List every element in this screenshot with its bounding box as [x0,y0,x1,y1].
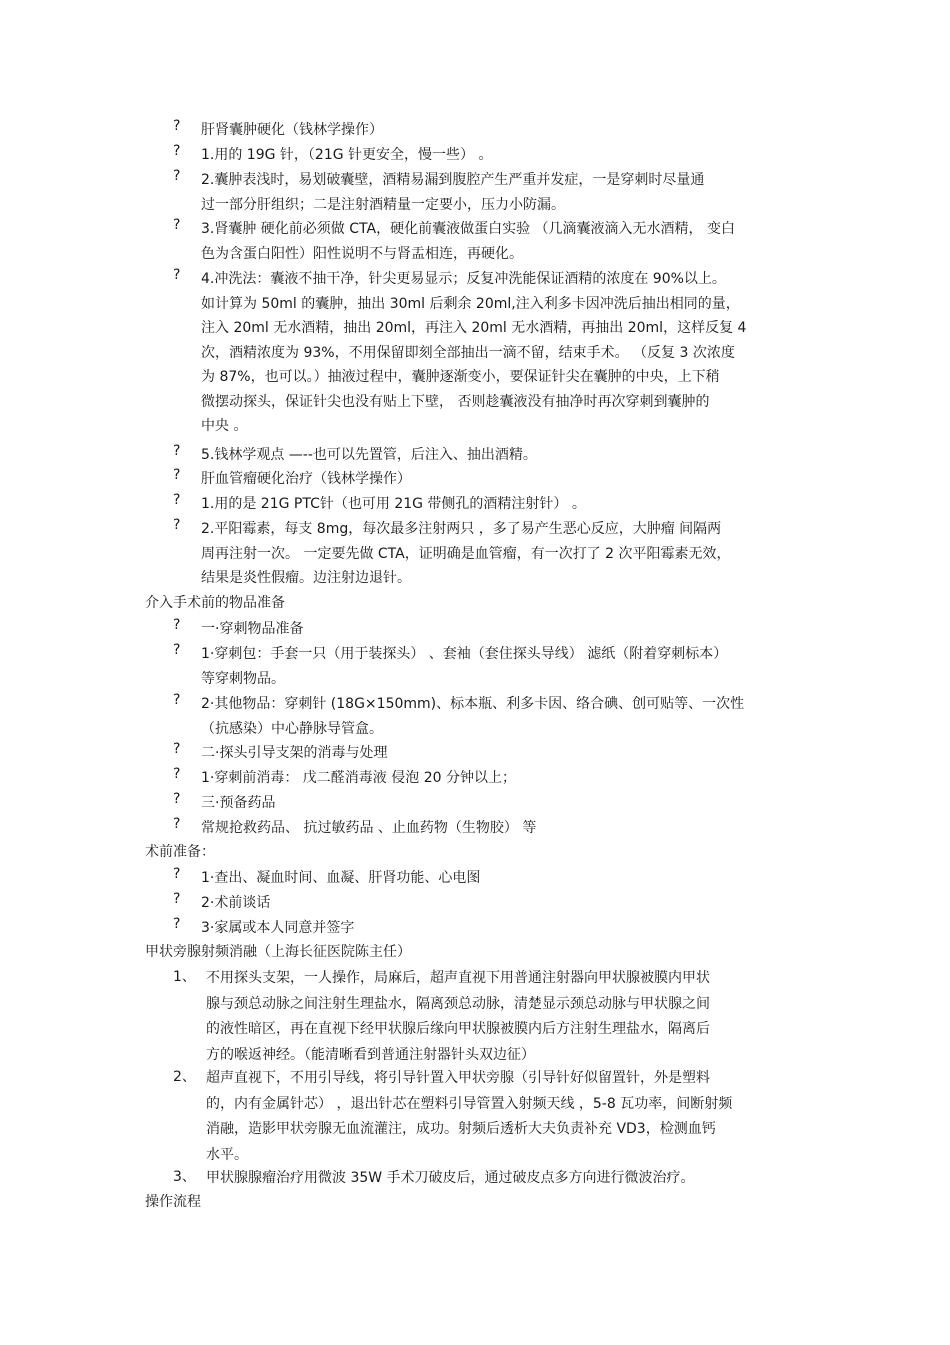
list-item [173,118,823,143]
list-item-text: 2.囊肿表浅时，易划破囊壁，酒精易漏到腹腔产生严重并发症，一是穿刺时尽量通 过一部分肝组织；二是注射酒精量一定要小，压力小防漏。 [201,172,705,213]
list-item [173,866,823,891]
list-item [173,443,823,468]
list-item-text: 2·其他物品：穿刺针 (18G×150mm)、标本瓶、利多卡因、络合碘、创可贴等、一次性 （抗感染）中心静脉导管盒。 [201,696,745,737]
list-item-text: 4.冲洗法：囊液不抽干净，针尖更易显示；反复冲洗能保证酒精的浓度在 90%以上。 如计算为 50ml 的囊肿，抽出 30ml 后剩余 20ml,注入利多卡因冲洗后抽出相同的量， 注入 20ml 无水酒精，抽出 20ml，再注入 20ml 无水酒精，再抽出 20ml，这样反复 4 次，酒精浓度为 93%，不用保留即刻全部抽出一滴不留，结束手术。 （反复 3 次浓度 为 87%，也可以。）抽液过程中，囊肿逐渐变小，要保证针尖在囊肿的中央，上下稍 微摆动探头，保证针尖也没有贴上下壁， 否则趁囊液没有抽净时再次穿刺到囊肿的 中央 。 [201,271,747,434]
list-item-text: 常规抢救药品、 抗过敏药品 、止血药物（生物胶） 等 [201,820,537,836]
item-number: 2、 [173,1069,196,1085]
bullet-marker: ? [173,217,181,233]
bullet-marker: ? [173,741,181,757]
bullet-marker: ? [173,168,181,184]
item-number: 1、 [173,969,196,985]
bullet-marker: ? [173,118,181,134]
list-item [173,741,823,766]
bullet-marker: ? [173,267,181,283]
list-item-text: 肝肾囊肿硬化（钱林学操作） [201,122,383,138]
section-heading: 术前准备： [145,844,215,860]
bullet-marker: ? [173,816,181,832]
bullet-marker: ? [173,866,181,882]
list-item [173,692,823,741]
list-item [173,492,823,517]
numbered-item [173,1066,823,1168]
bullet-marker: ? [173,492,181,508]
section-heading: 甲状旁腺射频消融（上海长征医院陈主任） [145,944,411,960]
bullet-marker: ? [173,517,181,533]
list-item [173,916,823,941]
list-item-text: 1·穿刺前消毒： 戊二醛消毒液 侵泡 20 分钟以上； [201,770,516,786]
numbered-item [173,1166,823,1192]
list-item [173,791,823,816]
list-item [173,891,823,916]
list-item-text: 1·查出、凝血时间、血凝、肝肾功能、心电图 [201,870,481,886]
bullet-marker: ? [173,143,181,159]
bullet-marker: ? [173,467,181,483]
numbered-item-text: 超声直视下，不用引导线，将引导针置入甲状旁腺（引导针好似留置针，外是塑料 的，内有金属针芯） ，退出针芯在塑料引导管置入射频天线 ，5-8 瓦功率，间断射频 消融，造影甲状旁腺无血流灌注，成功。射频后透析大夫负责补充 VD3，检测血钙 水平。 [206,1070,733,1163]
section-heading: 介入手术前的物品准备 [145,595,285,611]
list-item-text: 三·预备药品 [201,795,276,811]
list-item [173,168,823,217]
list-item [173,517,823,591]
list-item-text: 肝血管瘤硬化治疗（钱林学操作） [201,471,411,487]
list-item [173,143,823,168]
item-number: 3、 [173,1169,196,1185]
bullet-marker: ? [173,766,181,782]
list-item-text: 一·穿刺物品准备 [201,621,304,637]
bullet-marker: ? [173,916,181,932]
bullet-marker: ? [173,692,181,708]
list-item [173,467,823,492]
bullet-marker: ? [173,642,181,658]
bullet-marker: ? [173,617,181,633]
numbered-item-text: 甲状腺腺瘤治疗用微波 35W 手术刀破皮后，通过破皮点多方向进行微波治疗。 [206,1170,695,1186]
list-item-text: 二·探头引导支架的消毒与处理 [201,745,388,761]
list-item-text: 1·穿刺包：手套一只（用于装探头） 、套袖（套住探头导线） 滤纸（附着穿刺标本） 等穿刺物品。 [201,646,728,687]
list-item-text: 2·术前谈话 [201,895,271,911]
list-item-text: 2.平阳霉素，每支 8mg，每次最多注射两只 ，多了易产生恶心反应，大肿瘤 间隔两 周再注射一次。 一定要先做 CTA，证明确是血管瘤，有一次打了 2 次平阳霉素无效， 结果是炎性假瘤。边注射边退针。 [201,521,731,586]
list-item-text: 5.钱林学观点 —--也可以先置管，后注入、抽出酒精。 [201,447,537,463]
list-item-text: 3·家属或本人同意并签字 [201,920,355,936]
list-item-text: 3.肾囊肿 硬化前必须做 CTA，硬化前囊液做蛋白实验 （几滴囊液滴入无水酒精， 变白 色为含蛋白阳性）阳性说明不与肾盂相连，再硬化。 [201,221,735,262]
bullet-marker: ? [173,891,181,907]
bullet-marker: ? [173,443,181,459]
list-item-text: 1.用的是 21G PTC针（也可用 21G 带侧孔的酒精注射针） 。 [201,496,586,512]
list-item [173,766,823,791]
list-item [173,217,823,266]
numbered-item [173,966,823,1068]
bullet-marker: ? [173,791,181,807]
list-item [173,267,823,439]
list-item [173,617,823,642]
section-heading: 操作流程 [145,1194,201,1210]
list-item [173,816,823,841]
numbered-item-text: 不用探头支架，一人操作，局麻后，超声直视下用普通注射器向甲状腺被膜内甲状 腺与颈总动脉之间注射生理盐水，隔离颈总动脉，清楚显示颈总动脉与甲状腺之间 的液性暗区，再在直视下经甲状腺后缘向甲状腺被膜内后方注射生理盐水，隔离后 方的喉返神经。（能清晰看到普通注射器针头双边征） [206,970,710,1063]
list-item [173,642,823,691]
list-item-text: 1.用的 19G 针，（21G 针更安全，慢一些） 。 [201,147,493,163]
